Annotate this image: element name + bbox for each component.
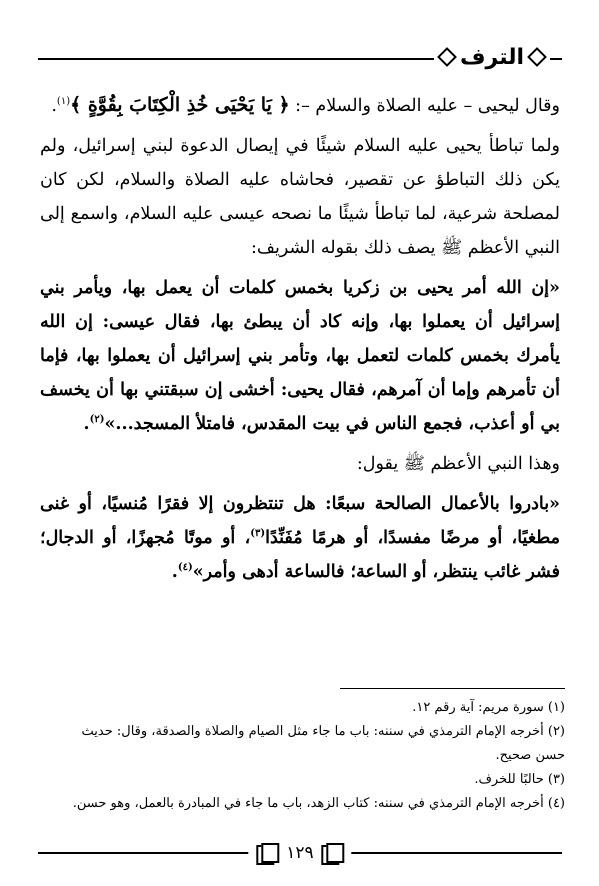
paragraph-hadith-2	[40, 487, 560, 589]
footnotes	[60, 696, 565, 816]
punctuation: .	[171, 562, 178, 582]
punctuation: .	[83, 414, 90, 434]
footnote-marker: (٤)	[177, 562, 193, 574]
page-header	[38, 38, 562, 78]
header-title-ornament	[434, 40, 550, 74]
page-number-box	[248, 838, 351, 868]
paragraph-narrative: ولما تباطأ يحيى عليه السلام شيئًا في إيصال الدعوة لبني إسرائيل، ولم يكن ذلك التباطؤ عن تقصير، فحاشاه عليه الصلاة والسلام، لكن كان لمصلحة شرعية، لما تباطأ شيئًا ما نصحه عيسى عليه السلام، واسمع إلى النبي الأعظم ﷺ يصف ذلك بقوله الشريف:	[40, 136, 560, 258]
main-text	[40, 88, 560, 589]
hadith-text: «إن الله أمر يحيى بن زكريا بخمس كلمات أن يعمل بها، ويأمر بني إسرائيل أن يعملوا بها، وإنه كاد أن يبطئ بها، فقال عيسى: إن الله يأمرك بخمس كلمات لتعمل بها، وتأمر بني إسرائيل أن يعملوا بها، فإما أن تأمرهم وإما أن آمرهم، فقال يحيى: أخشى إن سبقتني بها أن يخسف بي أو أعذب، فجمع الناس في بيت المقدس، فامتلأ المسجد...»	[40, 278, 560, 434]
verse-intro: وقال ليحيى – عليه الصلاة والسلام –:	[289, 96, 560, 116]
book-icon	[256, 843, 278, 863]
punctuation: .	[51, 96, 57, 116]
footnote-marker: (٢)	[89, 414, 105, 426]
paragraph-quran-verse	[40, 88, 560, 123]
footnote-1: (١) سورة مريم: آية رقم ١٢.	[412, 700, 565, 715]
running-title: الترف	[459, 44, 524, 70]
footnote-2: (٢) أخرجه الإمام الترمذي في سننه: باب ما جاء مثل الصيام والصلاة والصدقة، وقال: حديث حسن صحيح.	[81, 724, 565, 763]
quran-verse: ﴿ يَا يَحْيَى خُذِ الْكِتَابَ بِقُوَّةٍ ﴾	[70, 94, 290, 116]
diamond-ornament-icon	[437, 47, 457, 67]
page-footer	[38, 838, 562, 868]
book-icon	[322, 843, 344, 863]
paragraph-hadith-intro: وهذا النبي الأعظم ﷺ يقول:	[356, 454, 560, 474]
paragraph-hadith-1	[40, 271, 560, 441]
hadith-text-part-b: ، أو موتًا مُجهزًا، أو الدجال؛ فشر غائب ينتظر، أو الساعة؛ فالساعة أدهى وأمر»	[40, 528, 560, 582]
footnote-marker: (١)	[56, 96, 71, 108]
footnote-4: (٤) أخرجه الإمام الترمذي في سننه: كتاب الزهد، باب ما جاء في المبادرة بالعمل، وهو حسن.	[72, 796, 565, 811]
page-number: ١٢٩	[286, 843, 314, 863]
footnote-marker: (٣)	[250, 528, 266, 540]
footnote-3: (٣) حالبًا للخرف.	[474, 772, 565, 787]
footnote-separator	[340, 688, 565, 689]
hadith-text-part-a: «بادروا بالأعمال الصالحة سبعًا: هل تنتظرون إلا فقرًا مُنسيًا، أو غنى مطغيًا، أو مرضًا مفسدًا، أو هرمًا مُفَنِّدًا	[40, 494, 560, 548]
diamond-ornament-icon	[527, 47, 547, 67]
